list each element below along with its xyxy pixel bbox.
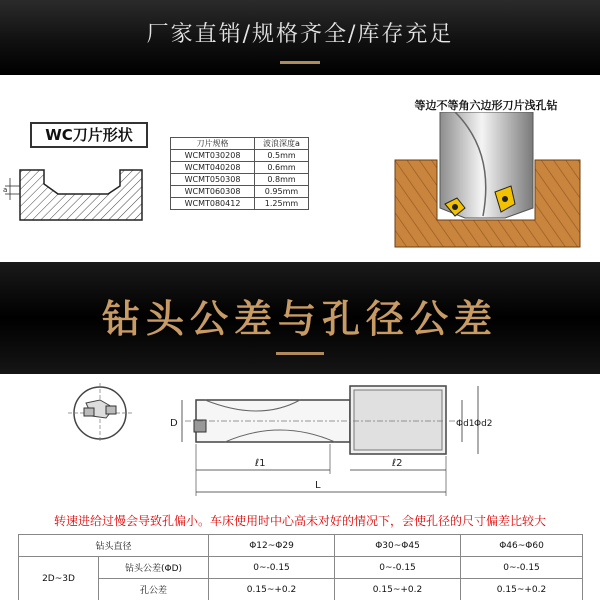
table-row	[171, 150, 309, 162]
table-header-cell: 波浪深度a	[255, 138, 309, 150]
top-banner	[0, 0, 600, 75]
drill-in-wood-illustration	[385, 112, 590, 252]
table-cell: 0.5mm	[255, 150, 309, 162]
wc-insert-profile-diagram	[0, 150, 165, 240]
table-row	[171, 174, 309, 186]
table-header-row	[171, 138, 309, 150]
table-cell: 1.25mm	[255, 198, 309, 210]
dim-l2-label: ℓ2	[392, 458, 403, 469]
table-header-row	[19, 535, 583, 557]
table-row	[19, 557, 583, 579]
section-divider	[276, 352, 324, 355]
table-cell: WCMT030208	[171, 150, 255, 162]
table-row	[171, 186, 309, 198]
table-cell: 0.95mm	[255, 186, 309, 198]
table-cell: 0.8mm	[255, 174, 309, 186]
table-header-cell: 刀片规格	[171, 138, 255, 150]
dim-l1-label: ℓ1	[255, 458, 266, 469]
dim-d2-label: Φd2	[474, 419, 493, 429]
drill-end-view	[68, 383, 132, 443]
table-row	[19, 579, 583, 600]
table-row	[171, 162, 309, 174]
table-cell: WCMT050308	[171, 174, 255, 186]
table-cell: 钻头公差(ΦD)	[99, 557, 209, 579]
dim-D-label: D	[170, 418, 178, 429]
wc-insert-title: WC刀片形状	[30, 122, 148, 148]
dim-d1-label: Φd1	[456, 419, 475, 429]
table-row	[171, 198, 309, 210]
tolerance-table	[18, 534, 583, 600]
table-header-cell: Φ30~Φ45	[335, 535, 461, 557]
drill-technical-drawing	[0, 378, 600, 508]
banner-title: 厂家直销/规格齐全/库存充足	[146, 22, 454, 47]
table-cell: 0.15~+0.2	[461, 579, 583, 600]
table-header-cell: 钻头直径	[19, 535, 209, 557]
table-cell: 0.6mm	[255, 162, 309, 174]
dim-L-label: L	[315, 480, 321, 491]
section-title: 钻头公差与孔径公差	[101, 297, 498, 341]
table-header-cell: Φ12~Φ29	[209, 535, 335, 557]
table-cell: 0~-0.15	[335, 557, 461, 579]
table-cell: 孔公差	[99, 579, 209, 600]
table-cell: 0~-0.15	[209, 557, 335, 579]
table-cell: 2D~3D	[19, 557, 99, 600]
table-header-cell: Φ46~Φ60	[461, 535, 583, 557]
table-cell: WCMT040208	[171, 162, 255, 174]
table-cell: 0.15~+0.2	[209, 579, 335, 600]
table-cell: 0.15~+0.2	[335, 579, 461, 600]
table-cell: WCMT060308	[171, 186, 255, 198]
table-cell: WCMT080412	[171, 198, 255, 210]
warning-text: 转速进给过慢会导致孔偏小。车床使用时中心高未对好的情况下，会使孔径的尺寸偏差比较大	[53, 514, 546, 528]
drill-caption: 等边不等角六边形刀片浅孔钻	[414, 99, 558, 112]
table-cell: 0~-0.15	[461, 557, 583, 579]
insert-spec-table	[170, 137, 309, 210]
section-banner	[0, 262, 600, 374]
dim-a-label: a	[3, 186, 8, 194]
banner-divider	[280, 61, 320, 64]
